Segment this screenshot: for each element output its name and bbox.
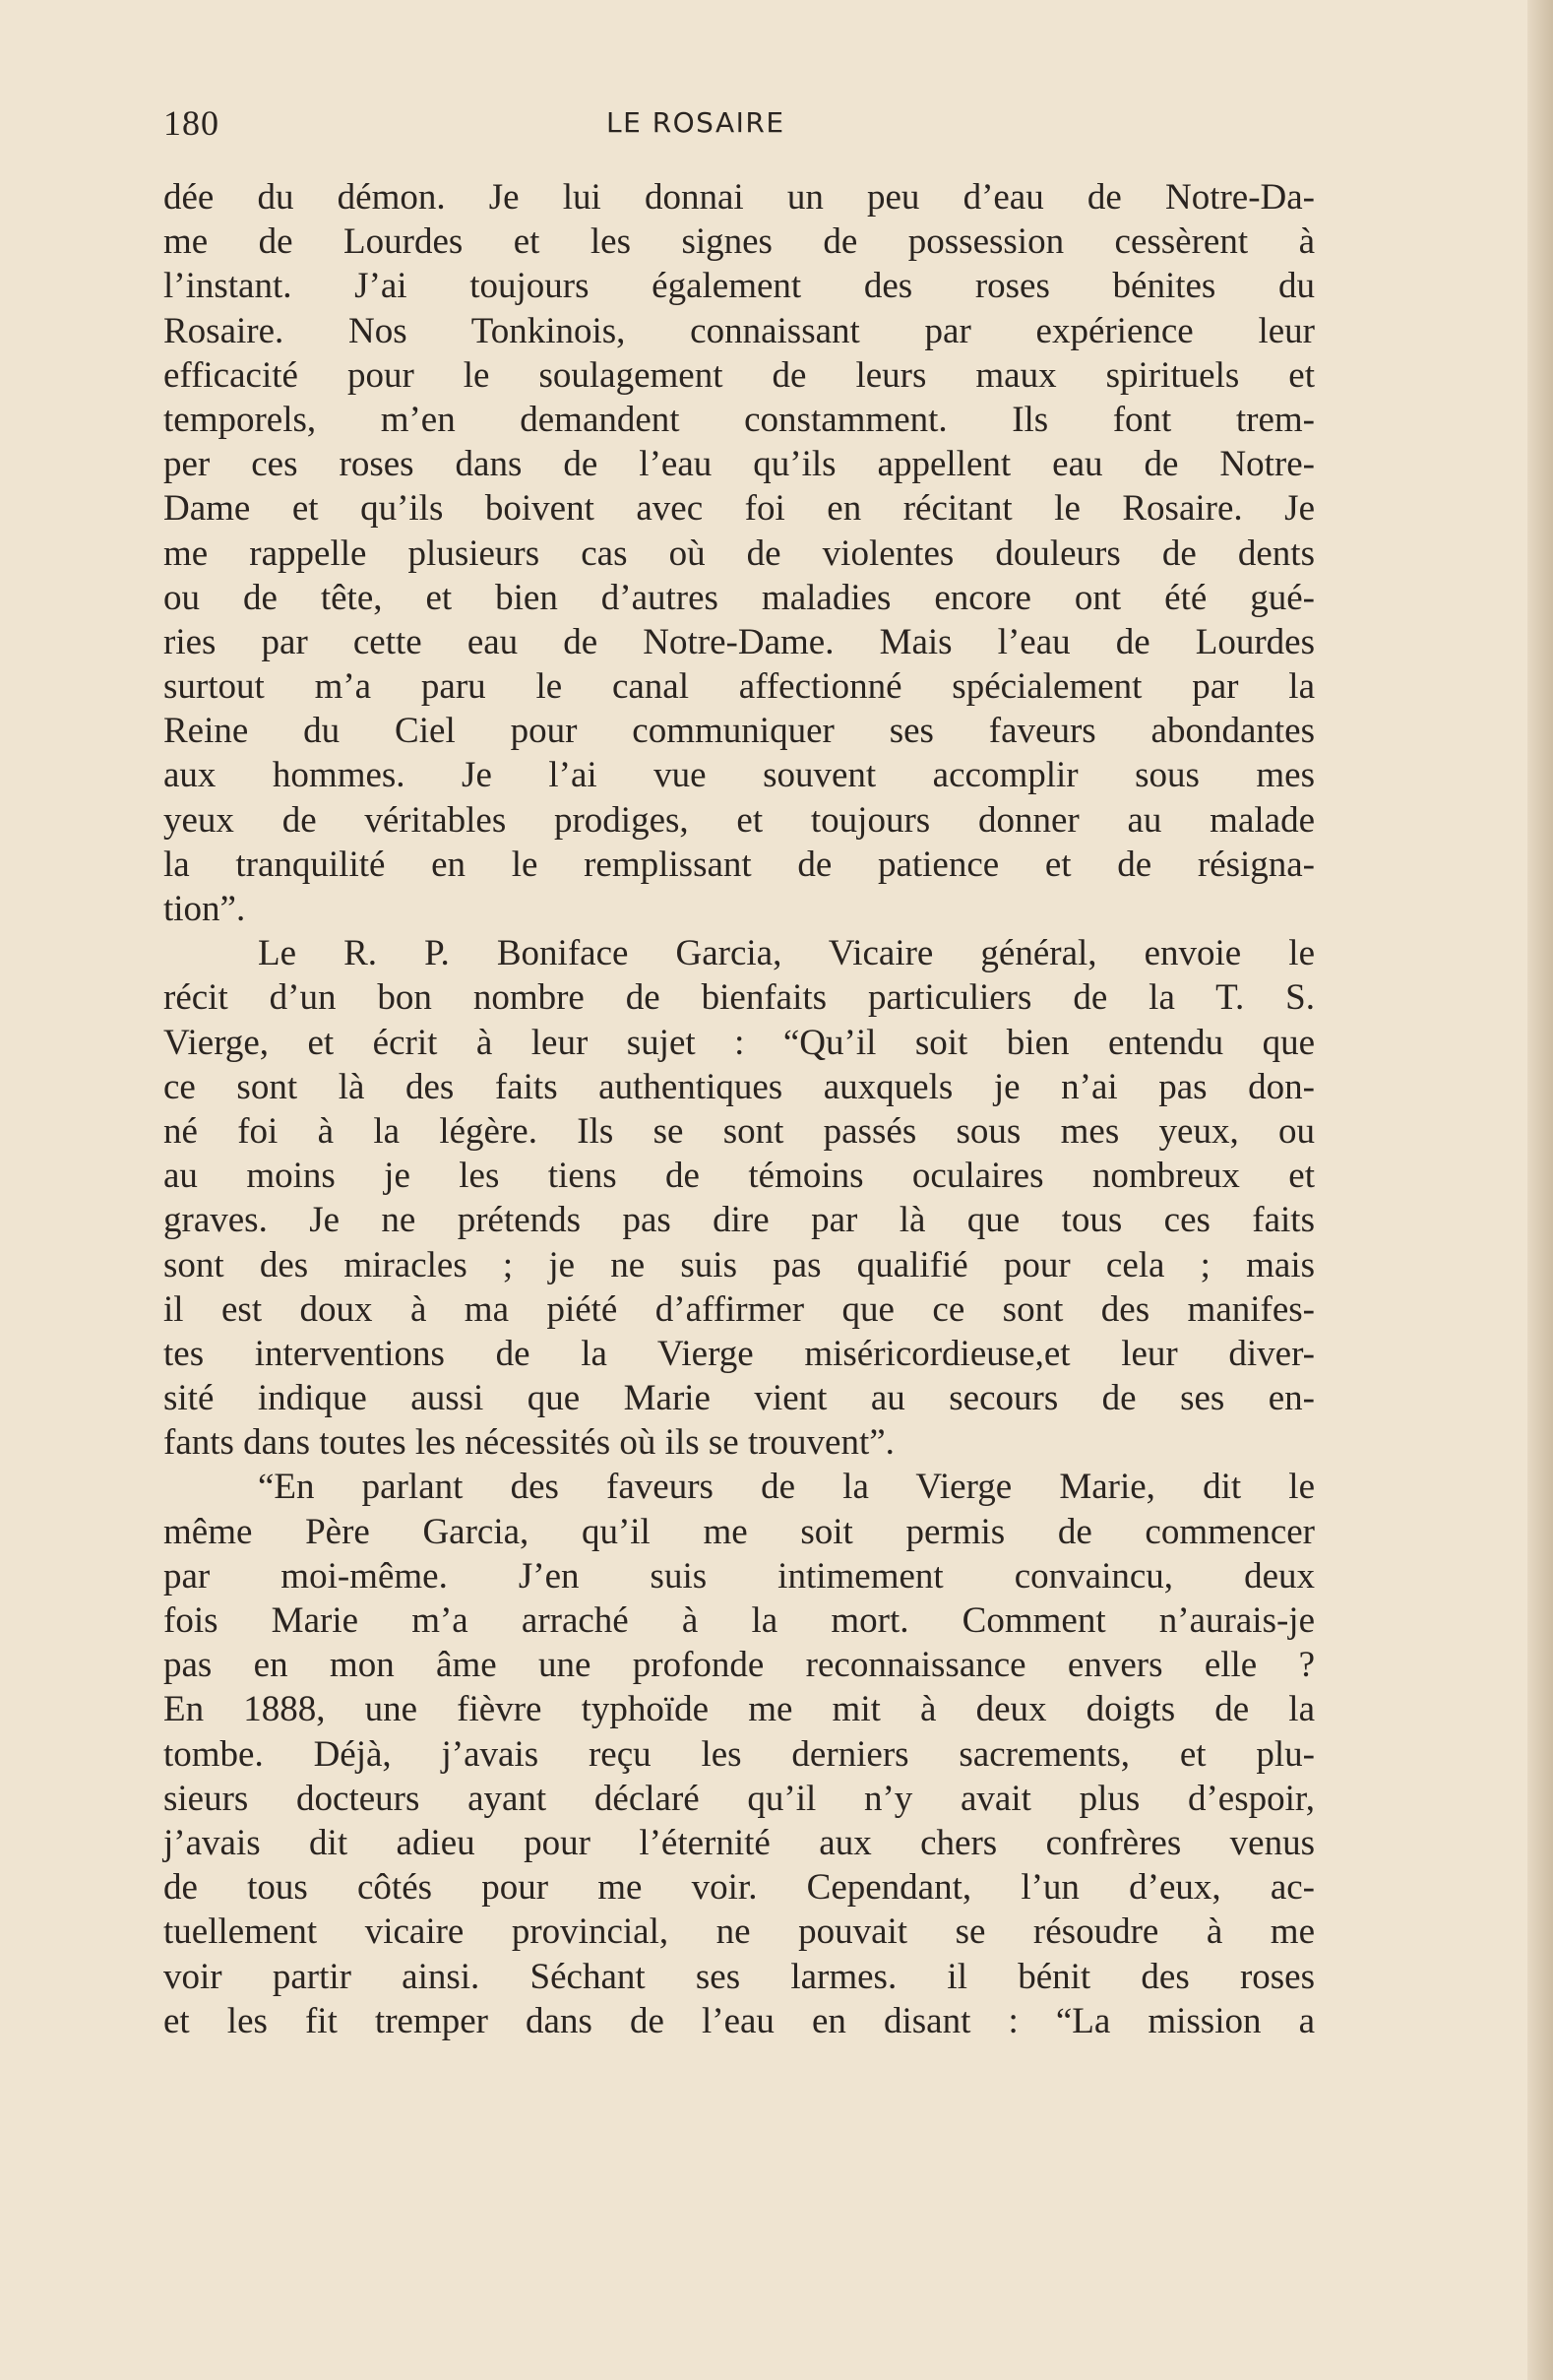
text-line: fants dans toutes les nécessités où ils se trouvent”. [163,1422,895,1464]
text-line: surtout m’a paru le canal affectionné spécialement par la [163,666,1315,708]
text-line: tion”. [163,889,246,929]
text-line: ries par cette eau de Notre-Dame. Mais l’eau de Lourdes [163,621,1315,662]
text-line: par moi-même. J’en suis intimement convaincu, deux [163,1555,1315,1597]
text-line: Reine du Ciel pour communiquer ses faveurs abondantes [163,711,1315,752]
text-line: il est doux à ma piété d’affirmer que ce sont des manifes- [163,1288,1315,1330]
text-line: “En parlant des faveurs de la Vierge Marie, dit le [258,1467,1315,1508]
text-line: Vierge, et écrit à leur sujet : “Qu’il soit bien entendu que [163,1022,1315,1063]
text-line: j’avais dit adieu pour l’éternité aux chers confrères venus [163,1822,1315,1863]
text-line: au moins je les tiens de témoins oculaires nombreux et [163,1156,1315,1197]
text-line: récit d’un bon nombre de bienfaits particuliers de la T. S. [163,977,1315,1019]
text-line: Dame et qu’ils boivent avec foi en récitant le Rosaire. Je [163,488,1315,530]
text-line: tuellement vicaire provincial, ne pouvait se résoudre à me [163,1911,1315,1953]
text-line: dée du démon. Je lui donnai un peu d’eau de Notre-Da- [163,177,1315,218]
text-line: graves. Je ne prétends pas dire par là que tous ces faits [163,1200,1315,1241]
running-title: LE ROSAIRE [606,106,785,139]
text-line: me rappelle plusieurs cas où de violentes douleurs de dents [163,532,1315,574]
text-line: Rosaire. Nos Tonkinois, connaissant par expérience leur [163,310,1315,351]
text-line: voir partir ainsi. Séchant ses larmes. il bénit des roses [163,1956,1315,1997]
text-line: per ces roses dans de l’eau qu’ils appellent eau de Notre- [163,444,1315,485]
text-line: tes interventions de la Vierge miséricordieuse,et leur diver- [163,1333,1315,1374]
text-line: fois Marie m’a arraché à la mort. Comment n’aurais-je [163,1600,1315,1641]
text-line: yeux de véritables prodiges, et toujours donner au malade [163,799,1315,841]
text-line: ou de tête, et bien d’autres maladies encore ont été gué- [163,577,1315,618]
text-line: et les fit tremper dans de l’eau en disant : “La mission a [163,2000,1315,2041]
text-line: sité indique aussi que Marie vient au secours de ses en- [163,1378,1315,1419]
text-line: aux hommes. Je l’ai vue souvent accomplir sous mes [163,755,1315,796]
text-line: sieurs docteurs ayant déclaré qu’il n’y avait plus d’espoir, [163,1778,1315,1819]
text-line: de tous côtés pour me voir. Cependant, l’un d’eux, ac- [163,1867,1315,1909]
text-line: tombe. Déjà, j’avais reçu les derniers sacrements, et plu- [163,1733,1315,1775]
text-line: né foi à la légère. Ils se sont passés sous mes yeux, ou [163,1110,1315,1152]
text-line: même Père Garcia, qu’il me soit permis de commencer [163,1511,1315,1552]
text-line: me de Lourdes et les signes de possession cessèrent à [163,221,1315,263]
text-line: temporels, m’en demandent constamment. Ils font trem- [163,399,1315,440]
text-line: la tranquilité en le remplissant de patience et de résigna- [163,844,1315,885]
text-line: sont des miracles ; je ne suis pas qualifié pour cela ; mais [163,1244,1315,1285]
running-head [163,102,1315,146]
text-line: pas en mon âme une profonde reconnaissance envers elle ? [163,1645,1315,1686]
text-line: efficacité pour le soulagement de leurs maux spirituels et [163,354,1315,396]
page-number: 180 [163,103,219,143]
text-line: ce sont là des faits authentiques auxquels je n’ai pas don- [163,1066,1315,1107]
text-line: Le R. P. Boniface Garcia, Vicaire général, envoie le [258,933,1315,974]
body-text [163,175,1315,2043]
page-edge-shadow [1527,0,1553,2380]
text-line: En 1888, une fièvre typhoïde me mit à deux doigts de la [163,1689,1315,1730]
text-line: l’instant. J’ai toujours également des roses bénites du [163,266,1315,307]
